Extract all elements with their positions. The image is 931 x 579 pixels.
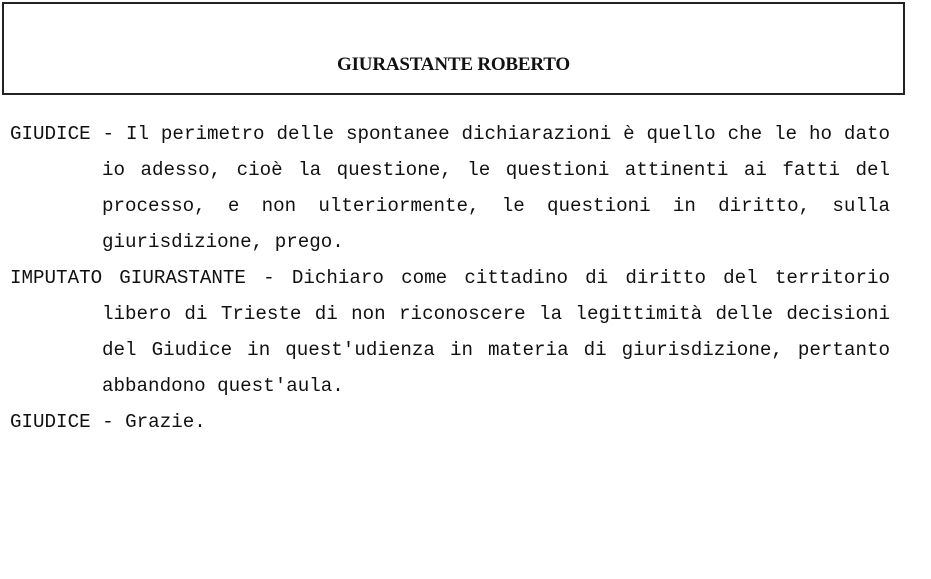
statement-text: Grazie. bbox=[125, 411, 206, 433]
speaker-label: GIUDICE bbox=[10, 411, 91, 433]
transcript-entry bbox=[10, 404, 890, 440]
header-box bbox=[2, 2, 905, 95]
speaker-separator: - bbox=[90, 411, 126, 433]
speaker-separator: - bbox=[90, 123, 126, 145]
page-title: GIURASTANTE ROBERTO bbox=[337, 54, 570, 75]
speaker-label: IMPUTATO GIURASTANTE bbox=[10, 267, 246, 289]
transcript-entry bbox=[10, 116, 890, 260]
transcript bbox=[10, 116, 890, 440]
transcript-entry bbox=[10, 260, 890, 404]
statement-text: Il perimetro delle spontanee dichiarazioni è quello che le ho dato io adesso, cioè la questione, le questioni attinenti ai fatti del processo, e non ulteriormente, le questioni in diritto, sulla giurisdizione, prego. bbox=[102, 123, 890, 253]
speaker-label: GIUDICE bbox=[10, 123, 91, 145]
statement-text: Dichiaro come cittadino di diritto del territorio libero di Trieste di non riconoscere la legittimità delle decisioni del Giudice in quest'udienza in materia di giurisdizione, pertanto abbandono quest'aula. bbox=[102, 267, 890, 397]
speaker-separator: - bbox=[245, 267, 292, 289]
